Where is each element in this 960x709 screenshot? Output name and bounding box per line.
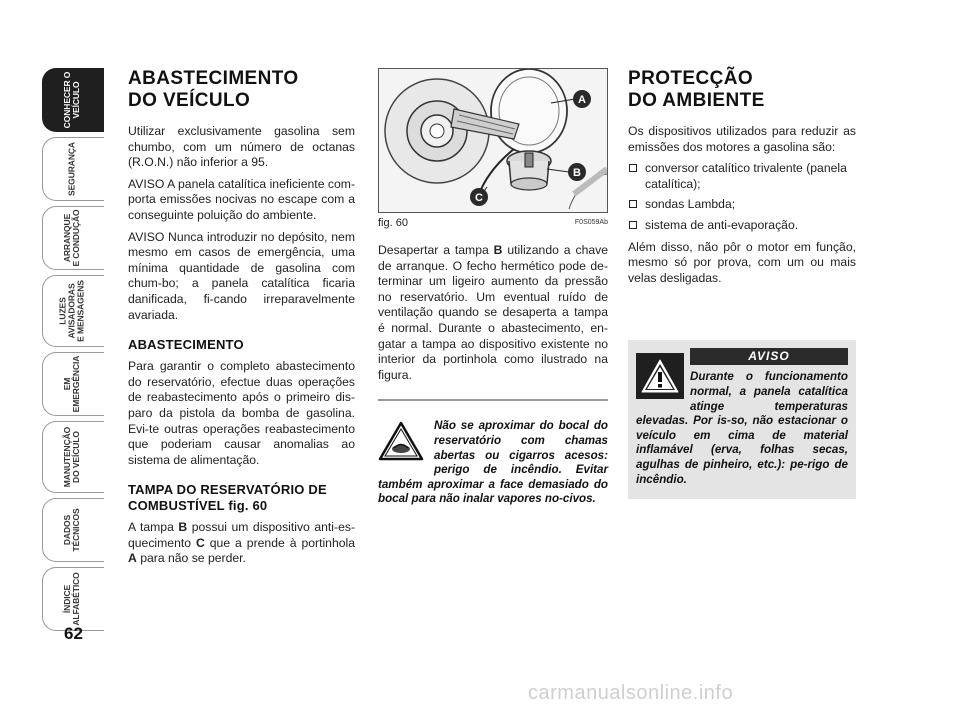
- tab-luzes-avisadoras[interactable]: [40, 275, 104, 347]
- column-abastecimento: [128, 68, 355, 573]
- aviso-text: Durante o funcionamento normal, a panela catalítica atinge temperaturas elevadas. Por is-so, não estacionar o veículo em cima de material inflamável (erva, folhas secas, agulhas de pinheiro, etc.): pe-rigo de incêndio.: [636, 370, 848, 486]
- tab-label: DADOS TÉCNICOS: [62, 508, 81, 552]
- figure-caption: [378, 215, 608, 233]
- label-a: A: [578, 94, 586, 106]
- figure-code: F0S059Ab: [574, 219, 608, 226]
- tab-arranque-e-conducao[interactable]: [40, 206, 104, 270]
- fire-warning: [378, 419, 608, 507]
- tab-label: CONHECER O VEÍCULO: [62, 71, 81, 129]
- label-c: C: [475, 192, 483, 204]
- warning-text: Não se aproximar do bocal do reservatório com chamas abertas ou cigarros acesos: perigo de incêndio. Evitar também aproximar a face demasiado do bocal para não inalar vapores no-civos.: [378, 419, 608, 506]
- checkbox-bullet-icon: [629, 200, 637, 208]
- tab-label: EM EMERGÊNCIA: [62, 355, 81, 413]
- tab-dados-tecnicos[interactable]: [40, 498, 104, 562]
- paragraph: Desapertar a tampa B utilizando a chave de arranque. O fecho hermético pode de-terminar um ligeiro aumento da pressão no reservatório. Um eventual ruído de ventilação quando se desaperta a tampa é normal. Durante o abastecimento, en-gatar a tampa ao dispositivo existente no interior da portinhola como ilustrado na figura.: [378, 243, 608, 382]
- tab-label: ÍNDICE ALFABÉTICO: [62, 572, 81, 626]
- tab-manutencao-do-veiculo[interactable]: [40, 421, 104, 493]
- tab-conhecer-o-veiculo[interactable]: [40, 68, 104, 132]
- warning-triangle-icon: [378, 421, 424, 466]
- section-title: ABASTECIMENTO DO VEÍCULO: [128, 68, 299, 111]
- column-proteccao: [628, 68, 856, 499]
- paragraph: A tampa B possui um dispositivo anti-es-quecimento C que a prende à portinhola A para não se perder.: [128, 520, 356, 566]
- section-title: PROTECÇÃO DO AMBIENTE: [628, 68, 765, 111]
- paragraph: AVISO A panela catalítica ineficiente com-porta emissões nocivas no escape com a conseguinte poluição do ambiente.: [128, 176, 355, 222]
- aviso-box: [628, 340, 856, 499]
- bullet-list: [628, 161, 856, 233]
- figure-number: fig. 60: [378, 217, 408, 229]
- fuel-cap-figure: [378, 68, 608, 213]
- checkbox-bullet-icon: [629, 164, 637, 172]
- tab-indice-alfabetico[interactable]: [40, 567, 104, 631]
- tab-label: LUZES AVISADORAS E MENSAGENS: [57, 280, 86, 342]
- tab-label: SEGURANÇA: [66, 142, 77, 196]
- fuel-cap-illustration: [379, 69, 608, 213]
- paragraph: Além disso, não pôr o motor em função, mesmo só por prova, com um ou mais velas desligadas.: [628, 239, 856, 285]
- list-item: sondas Lambda;: [628, 197, 856, 213]
- chapter-tabs: [40, 68, 104, 636]
- label-b: B: [573, 167, 581, 179]
- aviso-title: AVISO: [690, 348, 848, 365]
- tab-seguranca[interactable]: [40, 137, 104, 201]
- divider: [378, 399, 608, 401]
- tab-label: ARRANQUE E CONDUÇÃO: [62, 209, 81, 267]
- paragraph: AVISO Nunca introduzir no depósito, nem mesmo em casos de emergência, uma mínima quantidade de gasolina com chum-bo; a panela catalítica ficaria danificada, fi-cando irreparavelmente avariada.: [128, 229, 355, 322]
- paragraph: Os dispositivos utilizados para reduzir as emissões dos motores a gasolina são:: [628, 124, 856, 154]
- tab-em-emergencia[interactable]: [40, 352, 104, 416]
- list-item: sistema de anti-evaporação.: [628, 218, 856, 234]
- subheading: TAMPA DO RESERVATÓRIO DE COMBUSTÍVEL fig. 60: [128, 482, 327, 514]
- paragraph: Para garantir o completo abastecimento do reservatório, efectue duas operações de reabastecimento após o primeiro dis-paro da pistola da bomba de gasolina. Evi-te outras operações reabastecimento que poderiam causar anomalias ao sistema de alimentação.: [128, 359, 355, 467]
- column-tampa: [378, 68, 608, 507]
- list-item: conversor catalítico trivalente (panela catalítica);: [628, 161, 856, 192]
- warning-exclamation-icon: [636, 353, 684, 399]
- watermark: carmanualsonline.info: [528, 682, 734, 704]
- paragraph: Utilizar exclusivamente gasolina sem chumbo, com um número de octanas (R.O.N.) não inferior a 95.: [128, 124, 355, 170]
- checkbox-bullet-icon: [629, 221, 637, 229]
- tab-label: MANUTENÇÃO DO VEÍCULO: [62, 426, 81, 488]
- subheading: ABASTECIMENTO: [128, 337, 244, 353]
- page-number: 62: [64, 624, 83, 643]
